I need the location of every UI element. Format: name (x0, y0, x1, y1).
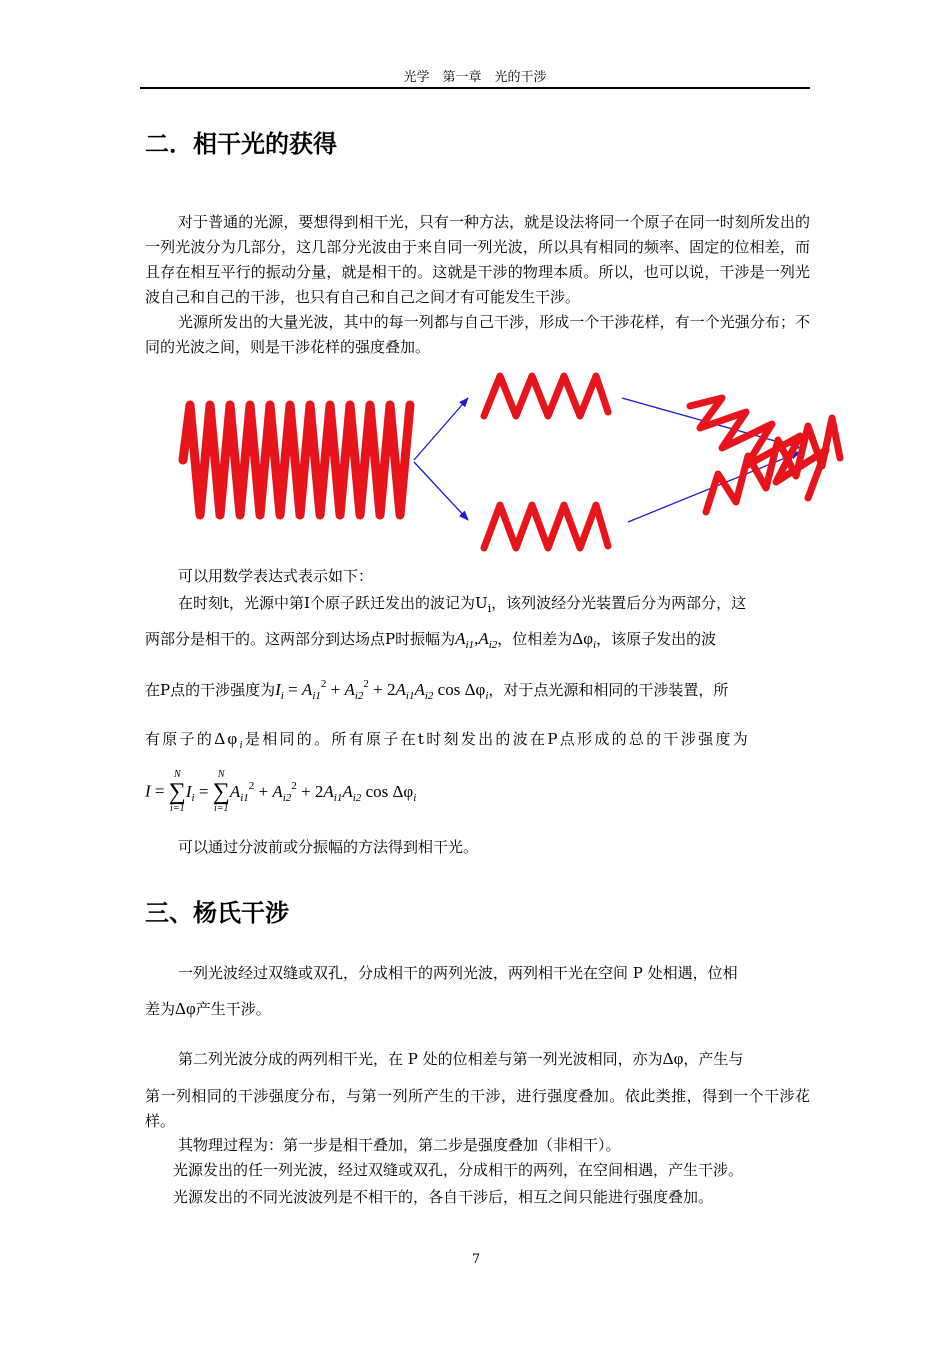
young-p5: 光源发出的不同光波波列是不相干的，各自干涉后，相互之间只能进行强度叠加。 (173, 1188, 714, 1206)
line-time-t (145, 592, 810, 615)
young-p3: 其物理过程为：第一步是相干叠加，第二步是强度叠加（非相干）。 (178, 1136, 621, 1154)
young-p1-line2: 差为Δφ产生干涉。 (145, 999, 271, 1018)
line-a-end: ，该列波经分光装置后分为两部分，这 (491, 594, 747, 612)
section-title-coherent-light: 二．相干光的获得 (145, 129, 337, 158)
line-c-end: ，对于点光源和相同的干涉装置，所 (488, 681, 729, 699)
line-d-end: 是相同的。所有原子在t时刻发出的波在P点形成的总的干涉强度为 (244, 730, 751, 748)
young-p1-line1: 一列光波经过双缝或双孔，分成相干的两列光波，两列相干光在空间 P 处相遇，位相 (178, 964, 738, 982)
paragraph-coherent-2: 光源所发出的大量光波，其中的每一列都与自己干涉，形成一个干涉花样，有一个光强分布；不同的光波之间，则是干涉花样的强度叠加。 (145, 313, 810, 356)
young-p2-line2: 第一列相同的干涉强度分布，与第一列所产生的干涉，进行强度叠加。依此类推，得到一个干涉花样。 (145, 1087, 810, 1130)
line-b-pre: 两部分是相干的。这两部分到达场点P时振幅为 (145, 630, 456, 648)
phase-diff-expression: $\Delta\varphi_i$ (572, 629, 597, 651)
sum-symbol-2: N ∑ i=1 (212, 769, 230, 814)
phase-diff-symbol: Δφ (175, 999, 196, 1018)
line-c-pre: 在P点的干涉强度为 (145, 681, 276, 699)
phase-diff-symbol-2: Δφ (662, 1049, 684, 1068)
sum-symbol: N ∑ i=1 (168, 769, 186, 814)
meeting-wave-lower (706, 418, 840, 512)
young-p2-line1: 第二列光波分成的两列相干光，在 P 处的位相差与第一列光波相同，亦为Δφ，产生与 (178, 1049, 744, 1068)
line-amplitudes (145, 628, 810, 651)
lower-split-wave (484, 505, 608, 548)
split-arrow-lower (414, 462, 468, 520)
line-b-end: ，该原子发出的波 (596, 630, 717, 648)
line-b-mid: ，位相差为 (497, 630, 573, 648)
split-arrow-upper (414, 398, 468, 460)
young-p4: 光源发出的任一列光波，经过双缝或双孔，分成相干的两列，在空间相遇，产生干涉。 (173, 1161, 744, 1179)
phase-diff-expression-2: $\Delta\varphi_i$ (214, 729, 245, 751)
line-intensity (145, 678, 810, 702)
expression-intro: 可以用数学表达式表示如下： (178, 567, 374, 585)
amplitude-expression: $A_{i1},A_{i2}$ (455, 629, 498, 651)
total-intensity-formula: I = N ∑ i=1 $I_i$ = N ∑ i=1 $A_{i1}^2 + A_{i2}^2 + 2A_{i1}A_{i2}$ $\cos \Delta\varphi_i$ (145, 769, 417, 814)
line-all-atoms (145, 728, 810, 751)
line-a-text: 在时刻t，光源中第I个原子跃迁发出的波记为U (178, 594, 488, 612)
paragraph-coherent-1: 对于普通的光源，要想得到相干光，只有一种方法，就是设法将同一个原子在同一时刻所发出的一列光波分为几部分，这几部分光波由于来自同一列光波，所以具有相同的频率、固定的位相差，而且存在相互平行的振动分量，就是相干的。这就是干涉的物理本质。所以，也可以说，干涉是一列光波自己和自己的干涉，也只有自己和自己之间才有可能发生干涉。 (145, 213, 810, 306)
conclusion-line: 可以通过分波前或分振幅的方法得到相干光。 (178, 838, 479, 856)
intensity-formula: $I_i = A_{i1}^2 + A_{i2}^2 + 2A_{i1}A_{i2}$ $\cos \Delta\varphi_i$ (275, 678, 489, 702)
line-d-pre: 有原子的 (145, 730, 215, 748)
upper-split-wave (484, 376, 608, 416)
line-a-sub: i (487, 602, 492, 615)
page-number: 7 (471, 1252, 481, 1267)
source-wave (183, 405, 410, 515)
section-title-young: 三、杨氏干涉 (145, 898, 289, 927)
running-header: 光学 第一章 光的干涉 (403, 70, 547, 85)
